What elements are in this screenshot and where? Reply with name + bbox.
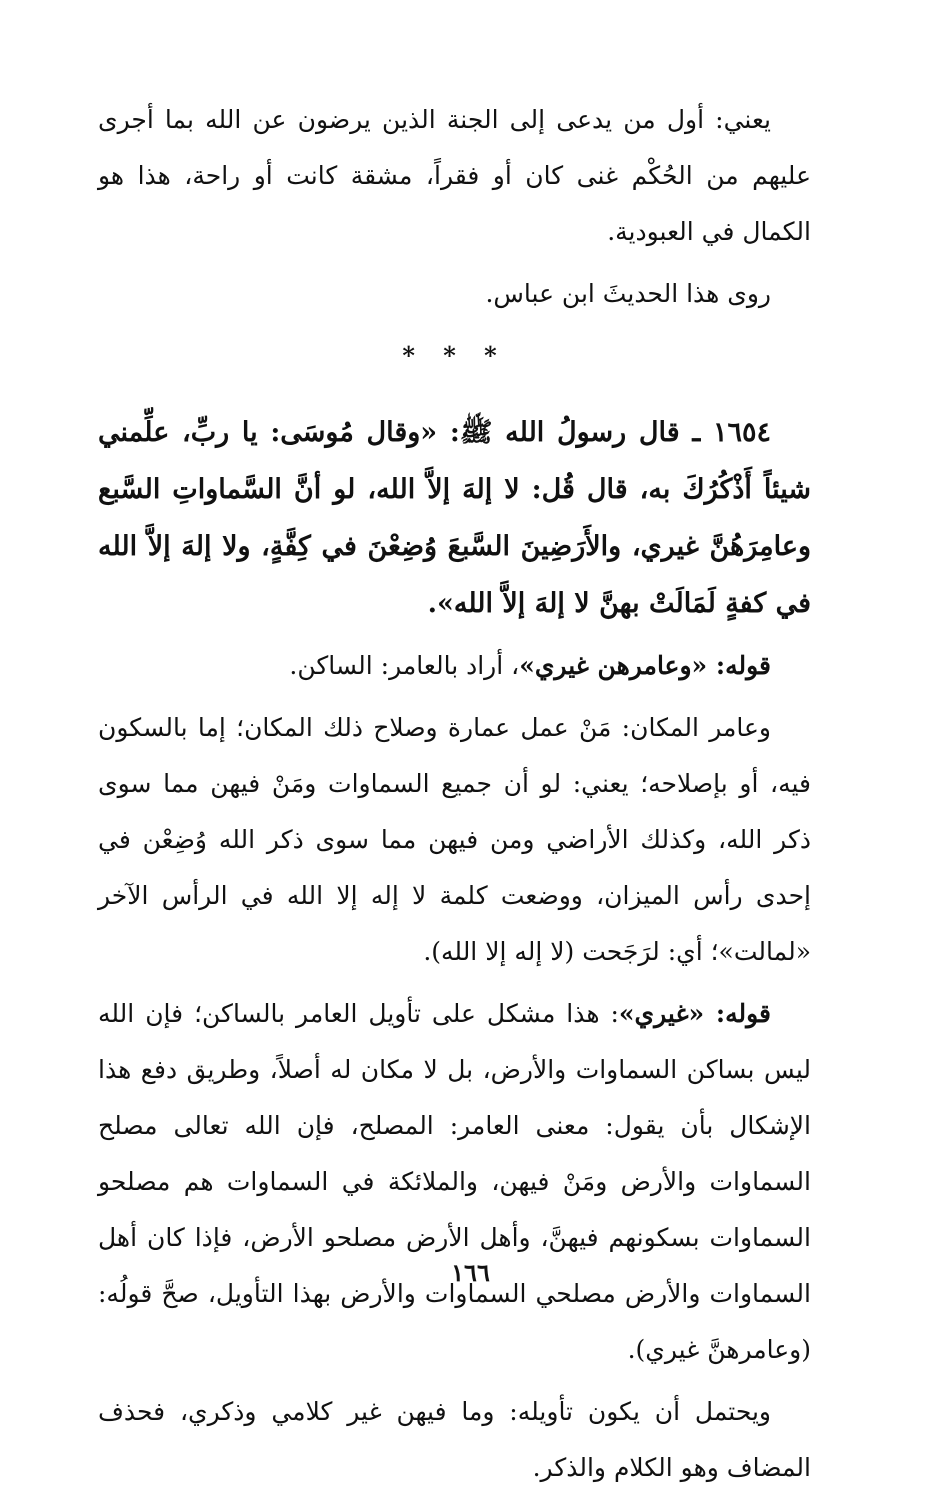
commentary-text: : هذا مشكل على تأويل العامر بالساكن؛ فإن الله ليس بساكن السماوات والأرض، بل لا مكان له أصلاً، وطريق دفع هذا الإشكال بأن يقول: معنى العامر: المصلح، فإن الله تعالى مصلح السماوات والأرض ومَنْ فيهن، والملائكة في السماوات هم مصلحو السماوات بسكونهم فيهنَّ، وأهل الأرض مصلحو الأرض، فإذا كان أهل السماوات والأرض مصلحي السماوات والأرض بهذا التأويل، صحَّ قولُه: (وعامرهنَّ غيري). <box>98 999 811 1364</box>
paragraph-intro: يعني: أول من يدعى إلى الجنة الذين يرضون عن الله بما أجرى عليهم من الحُكْم غنى كان أو فقراً، مشقة كانت أو راحة، هذا هو الكمال في العبودية. <box>98 105 811 246</box>
section-divider: * * * <box>402 341 507 370</box>
paragraph-commentary-2: وعامر المكان: مَنْ عمل عمارة وصلاح ذلك المكان؛ إما بالسكون فيه، أو بإصلاحه؛ يعني: لو أن جميع السماوات ومَنْ فيهن مما سوى ذكر الله، وكذلك الأراضي ومن فيهن مما سوى ذكر الله وُضِعْن في إحدى رأس الميزان، ووضعت كلمة لا إله إلا الله في الرأس الآخر «لمالت»؛ أي: لرَجَحت (لا إله إلا الله). <box>98 713 811 966</box>
commentary-lead: قوله: «وعامرهن غيري» <box>519 651 771 680</box>
hadith-text: ١٦٥٤ ـ قال رسولُ الله ﷺ: «وقال مُوسَى: يا ربِّ، علِّمني شيئاً أَذْكُرُكَ به، قال قُل: لا إلهَ إلاَّ الله، لو أنَّ السَّماواتِ السَّبع وعامِرَهُنَّ غيري، والأَرَضِينَ السَّبعَ وُضِعْنَ في كِفَّةٍ، ولا إلهَ إلاَّ الله في كفةٍ لَمَالَتْ بهنَّ لا إلهَ إلاَّ الله». <box>98 417 811 619</box>
paragraph-commentary-3 <box>98 986 811 1378</box>
paragraph-commentary-1 <box>98 638 811 694</box>
paragraph-commentary-4: ويحتمل أن يكون تأويله: وما فيهن غير كلامي وذكري، فحذف المضاف وهو الكلام والذكر. <box>98 1397 811 1482</box>
paragraph-narrator: روى هذا الحديثَ ابن عباس. <box>485 279 771 308</box>
commentary-text: ، أراد بالعامر: الساكن. <box>289 651 520 680</box>
commentary-lead: قوله: «غيري» <box>618 999 771 1028</box>
page-number: ١٦٦ <box>451 1258 490 1287</box>
